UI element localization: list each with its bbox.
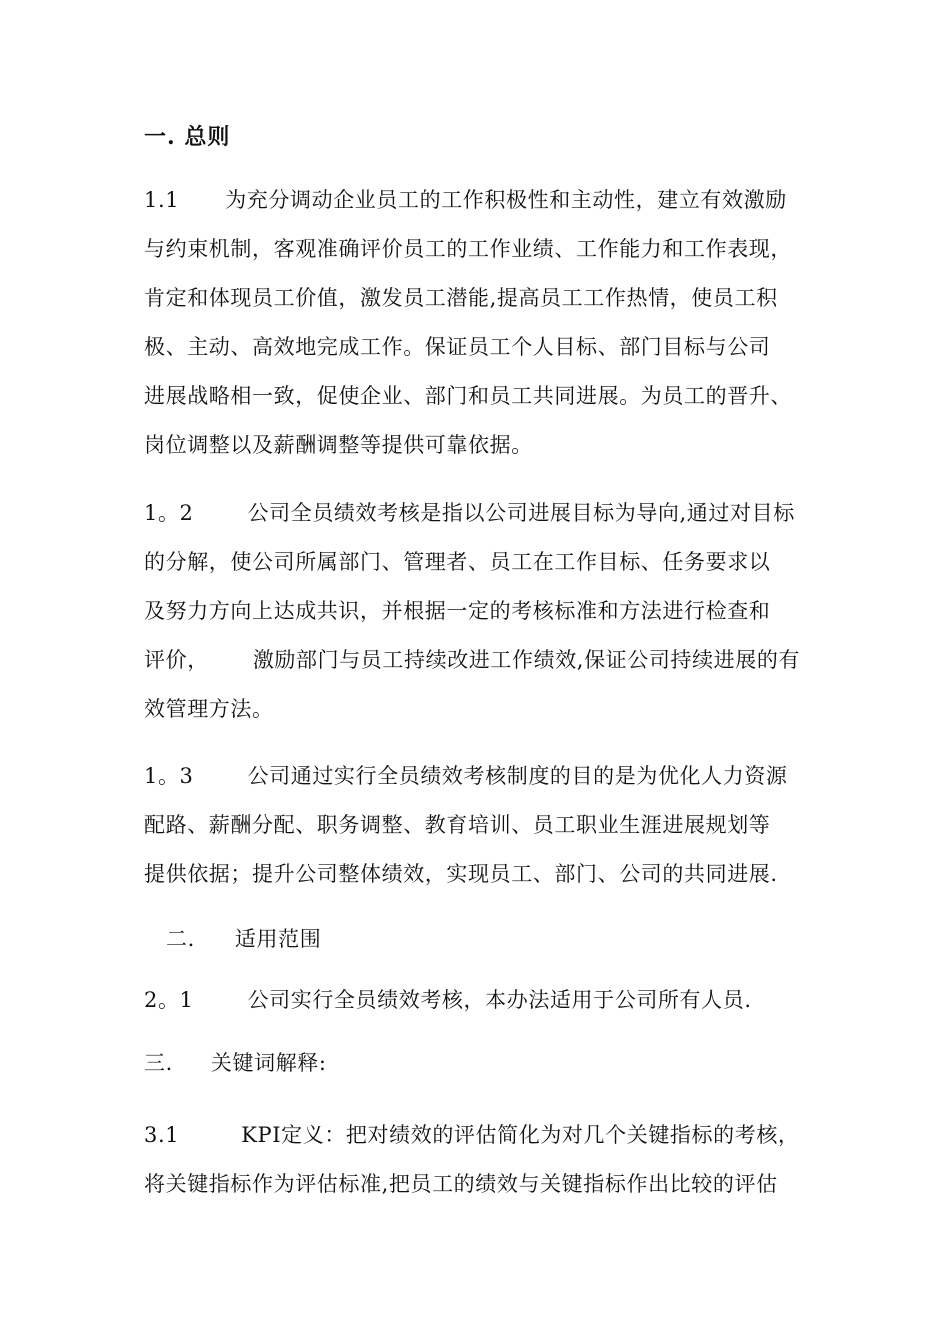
clause-number: 1。2 bbox=[144, 501, 194, 525]
section-heading-scope bbox=[166, 924, 321, 954]
paragraph-1-3 bbox=[144, 752, 834, 899]
paragraph-text: 评价， bbox=[144, 648, 209, 672]
paragraph-line: 与约束机制，客观准确评价员工的工作业绩、工作能力和工作表现， bbox=[144, 237, 792, 261]
paragraph-line: 将关键指标作为评估标准,把员工的绩效与关键指标作出比较的评估 bbox=[144, 1172, 778, 1196]
paragraph-text: 公司实行全员绩效考核，本办法适用于公司所有人员. bbox=[247, 988, 752, 1012]
paragraph-line: 岗位调整以及薪酬调整等提供可靠依据。 bbox=[144, 433, 533, 457]
section-number: 二. bbox=[166, 927, 195, 951]
section-title: 关键词解释: bbox=[210, 1051, 327, 1075]
clause-number: 2。1 bbox=[144, 988, 194, 1012]
clause-number: 3.1 bbox=[144, 1123, 180, 1147]
paragraph-line bbox=[144, 636, 834, 685]
paragraph-line: 配路、薪酬分配、职务调整、教育培训、员工职业生涯进展规划等 bbox=[144, 813, 771, 837]
paragraph-line: 的分解，使公司所属部门、管理者、员工在工作目标、任务要求以 bbox=[144, 550, 771, 574]
paragraph-text: 为充分调动企业员工的工作积极性和主动性，建立有效激励 bbox=[225, 188, 787, 212]
paragraph-line bbox=[144, 176, 834, 225]
paragraph-3-1 bbox=[144, 1111, 834, 1209]
paragraph-line: 提供依据；提升公司整体绩效，实现员工、部门、公司的共同进展. bbox=[144, 862, 778, 886]
paragraph-line: 极、主动、高效地完成工作。保证员工个人目标、部门目标与公司 bbox=[144, 335, 771, 359]
paragraph-line: 效管理方法。 bbox=[144, 697, 274, 721]
section-heading-keywords bbox=[144, 1048, 327, 1078]
paragraph-line bbox=[144, 752, 834, 801]
paragraph-line: 肯定和体现员工价值，激发员工潜能,提高员工工作热情，使员工积 bbox=[144, 286, 778, 310]
paragraph-text: 激励部门与员工持续改进工作绩效,保证公司持续进展的有 bbox=[252, 648, 801, 672]
paragraph-text: KPI定义：把对绩效的评估简化为对几个关键指标的考核， bbox=[241, 1123, 800, 1147]
heading-general-rules: 一. 总则 bbox=[144, 124, 231, 150]
paragraph-line: 及努力方向上达成共识，并根据一定的考核标准和方法进行检查和 bbox=[144, 599, 771, 623]
paragraph-2-1 bbox=[144, 985, 752, 1015]
section-title: 适用范围 bbox=[234, 927, 322, 951]
paragraph-1-1 bbox=[144, 176, 834, 470]
paragraph-line bbox=[144, 1111, 834, 1160]
section-number: 三. bbox=[144, 1051, 173, 1075]
paragraph-text: 公司通过实行全员绩效考核制度的目的是为优化人力资源 bbox=[247, 764, 788, 788]
clause-number: 1。3 bbox=[144, 764, 194, 788]
clause-number: 1.1 bbox=[144, 188, 180, 212]
paragraph-line: 进展战略相一致，促使企业、部门和员工共同进展。为员工的晋升、 bbox=[144, 384, 792, 408]
paragraph-line bbox=[144, 489, 834, 538]
paragraph-text: 公司全员绩效考核是指以公司进展目标为导向,通过对目标 bbox=[247, 501, 795, 525]
paragraph-1-2 bbox=[144, 489, 834, 734]
